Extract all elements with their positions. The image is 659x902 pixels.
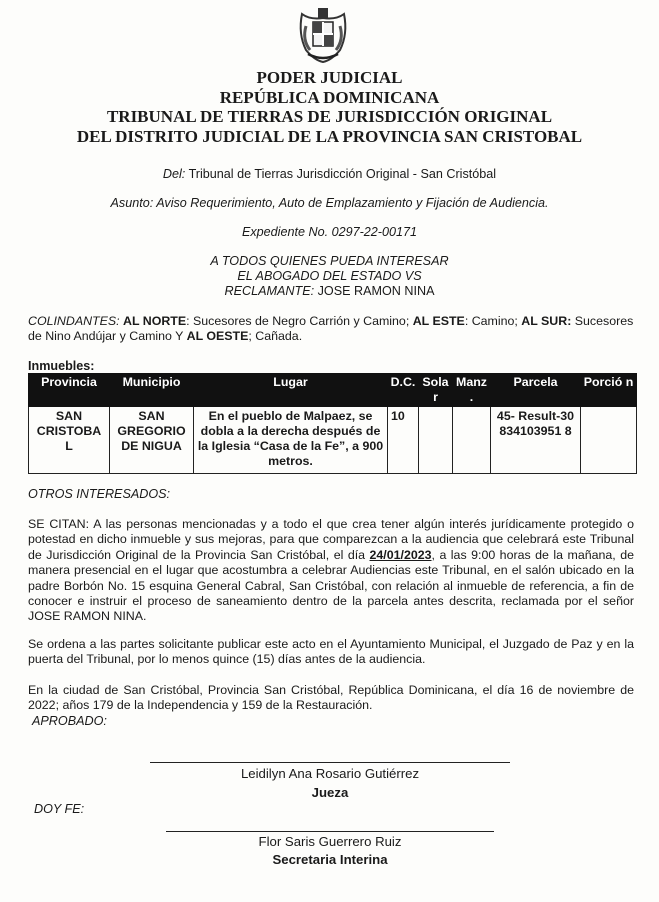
col-porcion: Porció n <box>581 374 637 407</box>
secretary-signature-line <box>166 831 494 832</box>
hearing-date: 24/01/2023 <box>369 547 432 562</box>
aprobado-label: APROBADO: <box>32 714 107 728</box>
addressees-block <box>0 254 659 299</box>
col-dc: D.C. <box>388 374 419 407</box>
secretary-title: Secretaria Interina <box>272 852 388 867</box>
colindantes-paragraph <box>28 314 634 345</box>
cell-municipio: SAN GREGORIO DE NIGUA <box>110 407 194 474</box>
cell-parcela: 45- Result-30834103951 8 <box>491 407 581 474</box>
otros-interesados: OTROS INTERESADOS: <box>28 487 171 501</box>
cell-manzana <box>453 407 491 474</box>
addressee-line-3 <box>0 284 659 299</box>
header-line-1: PODER JUDICIAL <box>256 68 403 87</box>
ordena-paragraph: Se ordena a las partes solicitante publicar este acto en el Ayuntamiento Municipal, el Juzgado de Paz y en la puerta del Tribunal, por lo menos quince (15) días antes de la audiencia. <box>28 637 634 667</box>
judge-name: Leidilyn Ana Rosario Gutiérrez <box>240 766 420 781</box>
norte-value: : Sucesores de Negro Carrión y Camino; <box>186 314 413 328</box>
coat-of-arms-icon <box>296 4 350 64</box>
secretary-name: Flor Saris Guerrero Ruiz <box>258 834 402 849</box>
cell-porcion <box>581 407 637 474</box>
col-parcela: Parcela <box>491 374 581 407</box>
sur-label: AL SUR: <box>521 314 572 328</box>
citan-paragraph <box>28 517 634 625</box>
oeste-label: AL OESTE <box>186 329 249 344</box>
sur-value: Sucesores de Nino Andújar y Camino Y <box>28 314 634 344</box>
cell-lugar: En el pueblo de Malpaez, se dobla a la derecha después de la Iglesia “Casa de la Fe”, a 900 metros. <box>194 407 388 474</box>
reclamante-value: JOSE RAMON NINA <box>317 284 435 298</box>
header-line-4: DEL DISTRITO JUDICIAL DE LA PROVINCIA SAN CRISTOBAL <box>76 126 583 146</box>
ciudad-paragraph: En la ciudad de San Cristóbal, Provincia San Cristóbal, República Dominicana, el día 16 de noviembre de 2022; años 179 de la Independencia y 159 de la Restauración. <box>28 683 634 713</box>
col-solar: Sola r <box>419 374 453 407</box>
asunto-line: Asunto: Aviso Requerimiento, Auto de Emplazamiento y Fijación de Audiencia. <box>110 196 549 210</box>
oeste-value: ; Cañada. <box>248 329 303 344</box>
del-label: Del: <box>162 167 186 181</box>
table-header-row <box>29 374 637 407</box>
court-header <box>0 68 659 146</box>
cell-dc: 10 <box>388 407 419 474</box>
header-line-3: TRIBUNAL DE TIERRAS DE JURISDICCIÓN ORIGINAL <box>106 107 553 126</box>
inmuebles-label: Inmuebles: <box>28 359 95 373</box>
judge-signature-line <box>150 762 510 763</box>
header-line-2: REPÚBLICA DOMINICANA <box>219 87 440 107</box>
colindantes-label: COLINDANTES: <box>28 314 120 328</box>
table-row <box>29 407 637 474</box>
col-lugar: Lugar <box>194 374 388 407</box>
addressee-line-1: A TODOS QUIENES PUEDA INTERESAR <box>210 254 449 268</box>
col-manzana: Manz . <box>453 374 491 407</box>
judge-title: Jueza <box>311 785 349 800</box>
inmuebles-table <box>28 373 637 474</box>
addressee-line-2: EL ABOGADO DEL ESTADO VS <box>237 269 422 283</box>
este-label: AL ESTE <box>412 314 465 328</box>
del-value: Tribunal de Tierras Jurisdicción Original - San Cristóbal <box>188 167 497 181</box>
cell-solar <box>419 407 453 474</box>
expediente-line: Expediente No. 0297-22-00171 <box>241 225 418 239</box>
citan-text-2: , a las 9:00 horas de la mañana, de manera presencial en el lugar que acostumbra a celebrar Audiencias este Tribunal, en el salón ubicado en la padre Borbón No. 15 esquina General Cabral, San Cristóbal, con relación al inmueble de referencia, a fin de conocer e instruir el proceso de saneamiento dentro de la parcela antes descrita, reclamada por el señor JOSE RAMON NINA. <box>28 547 634 624</box>
norte-label: AL NORTE <box>123 314 187 328</box>
col-provincia: Provincia <box>29 374 110 407</box>
col-municipio: Municipio <box>110 374 194 407</box>
cell-provincia: SAN CRISTOBA L <box>29 407 110 474</box>
doy-fe-label: DOY FE: <box>34 802 85 816</box>
citan-text-1: SE CITAN: A las personas mencionadas y a todo el que crea tener algún interés jurídicamente protegido o potestad en dicho inmueble y sus mejoras, para que comparezcan a la audiencia que celebrará este Tribunal de Jurisdicción Original de la Provincia San Cristóbal, el día <box>28 517 634 562</box>
este-value: : Camino; <box>464 314 522 328</box>
reclamante-label: RECLAMANTE: <box>224 284 315 298</box>
del-line <box>0 167 659 181</box>
